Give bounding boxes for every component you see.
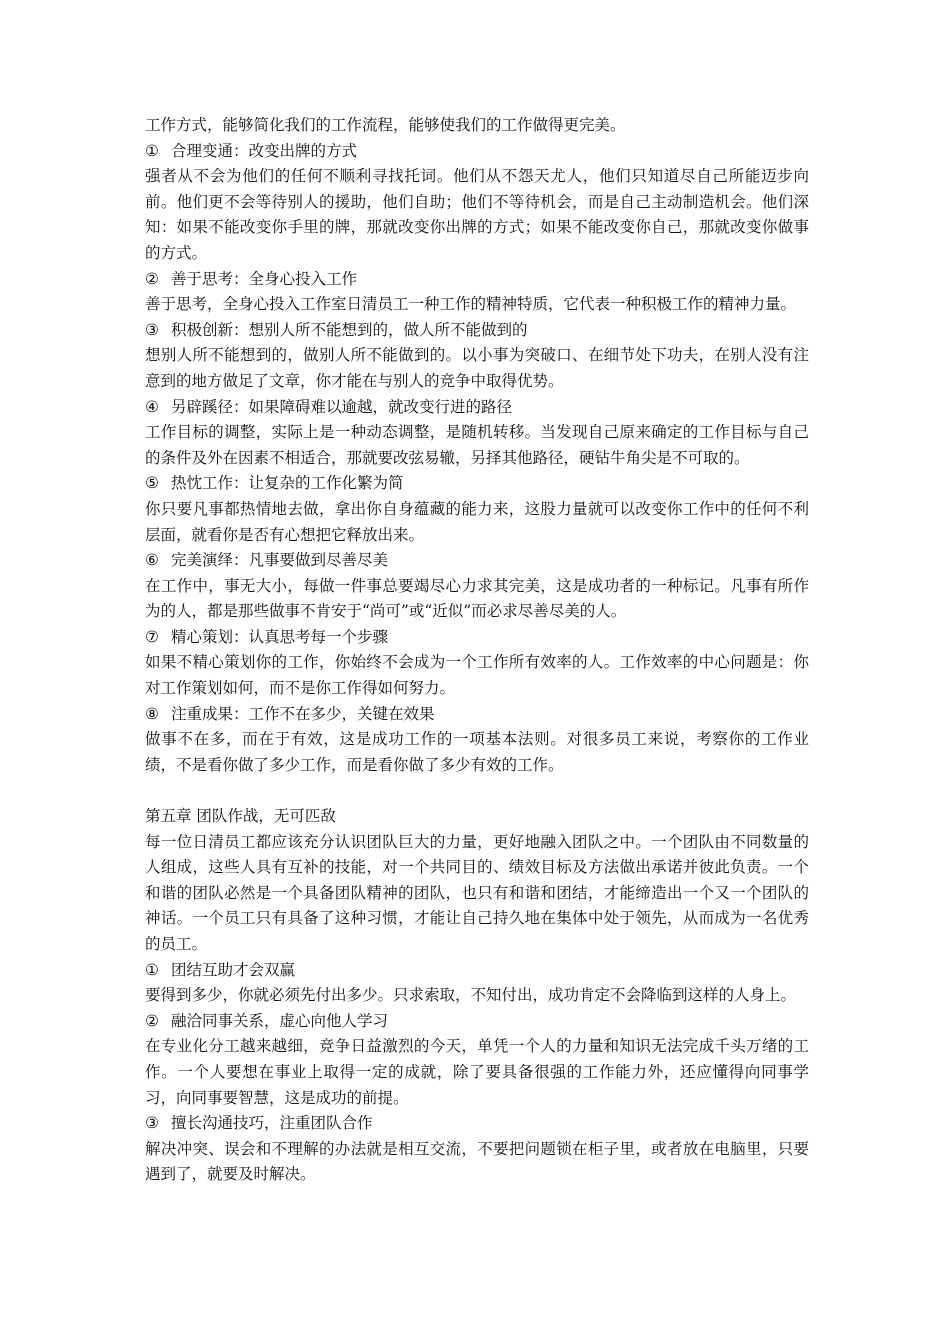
item-body: 工作目标的调整，实际上是一种动态调整，是随机转移。当发现自己原来确定的工作目标与自己的条件及外在因素不相适合，那就要改弦易辙，另择其他路径，硬钻牛角尖是不可取的。	[145, 423, 809, 467]
chapter5-intro-paragraph: 每一位日清员工都应该充分认识团队巨大的力量，更好地融入团队之中。一个团队由不同数量的人组成，这些人具有互补的技能，对一个共同目的、绩效目标及方法做出承诺并彼此负责。一个和谐的团队必然是一个具备团队精神的团队，也只有和谐和团结，才能缔造出一个又一个团队的神话。一个员工只有具备了这种习惯，才能让自己持久地在集体中处于领先，从而成为一名优秀的员工。	[145, 832, 809, 953]
item-heading	[145, 958, 809, 984]
item-heading	[145, 702, 809, 728]
item-number: ③	[145, 1114, 159, 1133]
item-title: 另辟蹊径：如果障碍难以逾越，就改变行进的路径	[171, 397, 513, 416]
item-body: 做事不在多，而在于有效，这是成功工作的一项基本法则。对很多员工来说，考察你的工作业绩，不是看你做了多少工作，而是看你做了多少有效的工作。	[145, 730, 809, 774]
item-body: 要得到多少，你就必须先付出多少。只求索取，不知付出，成功肯定不会降临到这样的人身上。	[145, 986, 797, 1005]
item-number: ⑥	[145, 551, 159, 570]
item-title: 精心策划：认真思考每一个步骤	[171, 627, 389, 646]
item-body: 想别人所不能想到的，做别人所不能做到的。以小事为突破口、在细节处下功夫，在别人没有注意到的地方做足了文章，你才能在与别人的竞争中取得优势。	[145, 346, 809, 390]
item-number: ⑤	[145, 474, 159, 493]
item-title: 擅长沟通技巧，注重团队合作	[171, 1114, 373, 1133]
item-heading	[145, 548, 809, 574]
item-title: 融洽同事关系，虚心向他人学习	[171, 1011, 389, 1030]
chapter5-title: 第五章 团队作战，无可匹敌	[145, 807, 336, 826]
item-title: 完美演绎：凡事要做到尽善尽美	[171, 551, 389, 570]
item-number: ①	[145, 141, 159, 160]
item-number: ⑦	[145, 627, 159, 646]
item-heading	[145, 318, 809, 344]
item-title: 积极创新：想别人所不能想到的，做人所不能做到的	[171, 320, 528, 339]
item-body: 在专业化分工越来越细，竞争日益激烈的今天，单凭一个人的力量和知识无法完成千头万绪的工作。一个人要想在事业上取得一定的成就，除了要具备很强的工作能力外，还应懂得向同事学习，向同事要智慧，这是成功的前提。	[145, 1037, 809, 1107]
document-body	[145, 113, 809, 1188]
item-number: ②	[145, 269, 159, 288]
item-body: 善于思考，全身心投入工作室日清员工一种工作的精神特质，它代表一种积极工作的精神力量。	[145, 295, 797, 314]
item-heading	[145, 267, 809, 293]
item-number: ③	[145, 320, 159, 339]
item-title: 注重成果：工作不在多少，关键在效果	[171, 704, 435, 723]
blank-line	[145, 778, 809, 804]
item-body: 如果不精心策划你的工作，你始终不会成为一个工作所有效率的人。工作效率的中心问题是：你对工作策划如何，而不是你工作得如何努力。	[145, 653, 809, 698]
item-title: 善于思考：全身心投入工作	[171, 269, 358, 288]
chapter5-list	[145, 958, 809, 1188]
item-number: ⑧	[145, 704, 159, 723]
item-heading	[145, 1009, 809, 1035]
item-body: 你只要凡事都热情地去做，拿出你自身蕴藏的能力来，这股力量就可以改变你工作中的任何不利层面，就看你是否有心想把它释放出来。	[145, 499, 809, 544]
item-heading	[145, 139, 809, 165]
item-body: 在工作中，事无大小，每做一件事总要竭尽心力求其完美，这是成功者的一种标记。凡事有所作为的人，都是那些做事不肯安于“尚可”或“近似”而必求尽善尽美的人。	[145, 576, 809, 621]
intro-tail-paragraph: 工作方式，能够简化我们的工作流程，能够使我们的工作做得更完美。	[145, 116, 626, 134]
item-heading	[145, 625, 809, 651]
item-number: ④	[145, 397, 159, 416]
item-body: 强者从不会为他们的任何不顺利寻找托词。他们从不怨天尤人，他们只知道尽自己所能迈步向前。他们更不会等待别人的援助，他们自助；他们不等待机会，而是自己主动制造机会。他们深知：如果不能改变你手里的牌，那就改变你出牌的方式；如果不能改变你自己，那就改变你做事的方式。	[145, 167, 809, 262]
item-title: 热忱工作：让复杂的工作化繁为简	[171, 474, 404, 493]
section4-list	[145, 139, 809, 779]
item-heading	[145, 1111, 809, 1137]
item-title: 团结互助才会双赢	[171, 960, 296, 979]
item-title: 合理变通：改变出牌的方式	[171, 141, 358, 160]
item-heading	[145, 395, 809, 421]
item-number: ②	[145, 1011, 159, 1030]
item-heading	[145, 471, 809, 497]
item-body: 解决冲突、误会和不理解的办法就是相互交流，不要把问题锁在柜子里，或者放在电脑里，只要遇到了，就要及时解决。	[145, 1139, 809, 1184]
item-number: ①	[145, 960, 159, 979]
